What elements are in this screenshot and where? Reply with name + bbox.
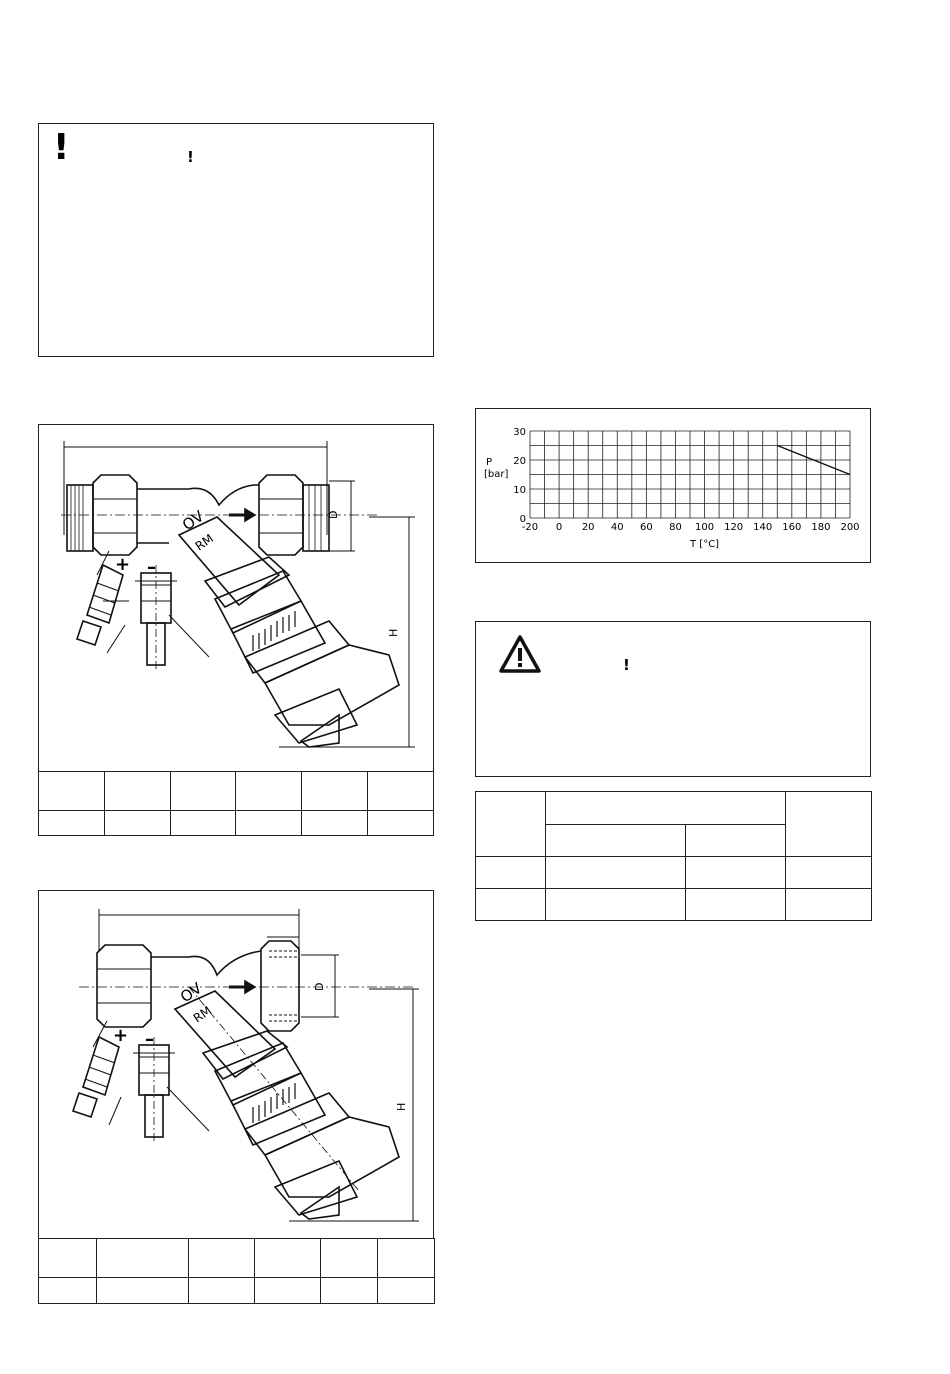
plus-symbol: + bbox=[115, 554, 131, 575]
flow-label-rm: RM bbox=[192, 531, 217, 554]
dimension-h-label: H bbox=[395, 1102, 408, 1111]
y-axis-label-p: P bbox=[486, 457, 493, 468]
flow-label-rm: RM bbox=[190, 1003, 215, 1026]
table-row bbox=[39, 1239, 435, 1278]
x-tick-label: 100 bbox=[694, 522, 715, 533]
y-tick-label: 30 bbox=[513, 427, 526, 438]
warning-small-mark: ! bbox=[623, 656, 630, 674]
dimension-d-label: D bbox=[327, 510, 340, 519]
x-tick-label: 180 bbox=[811, 522, 831, 533]
exclamation-icon: ! bbox=[53, 127, 70, 168]
valve-figure-threaded bbox=[38, 424, 434, 772]
valve-figure-female bbox=[38, 890, 434, 1239]
x-tick-label: 20 bbox=[581, 522, 595, 533]
valve-drawing-female bbox=[39, 891, 433, 1238]
flow-label-ov: OV bbox=[176, 979, 206, 1007]
y-axis-label-unit: [bar] bbox=[484, 469, 509, 480]
x-tick-label: 120 bbox=[724, 522, 744, 533]
pressure-temperature-chart bbox=[475, 408, 871, 563]
warning-box bbox=[475, 621, 871, 777]
dimension-table-female bbox=[38, 1238, 435, 1304]
x-tick-label: 80 bbox=[669, 522, 682, 533]
x-tick-label: 0 bbox=[555, 522, 563, 533]
specification-table bbox=[475, 791, 872, 921]
x-tick-label: 200 bbox=[840, 522, 860, 533]
dimension-d-label: D bbox=[313, 982, 326, 991]
x-tick-label: -20 bbox=[521, 522, 539, 533]
y-tick-label: 20 bbox=[513, 456, 526, 467]
warning-triangle-icon bbox=[498, 634, 542, 674]
valve-drawing-threaded bbox=[39, 425, 433, 771]
x-tick-label: 160 bbox=[782, 522, 802, 533]
notice-small-mark: ! bbox=[187, 148, 194, 166]
table-row bbox=[39, 1278, 435, 1304]
flow-label-ov: OV bbox=[178, 507, 208, 535]
dimension-table-threaded bbox=[38, 771, 434, 836]
y-tick-label: 0 bbox=[519, 514, 526, 525]
chart-svg bbox=[476, 409, 870, 562]
table-row bbox=[476, 857, 872, 889]
x-tick-label: 40 bbox=[610, 522, 624, 533]
table-row bbox=[476, 889, 872, 921]
y-tick-label: 10 bbox=[513, 485, 526, 496]
table-row bbox=[39, 772, 434, 811]
plus-symbol: + bbox=[113, 1025, 129, 1046]
dimension-h-label: H bbox=[387, 628, 400, 637]
x-tick-label: 60 bbox=[639, 522, 653, 533]
x-tick-label: 140 bbox=[753, 522, 773, 533]
table-row bbox=[39, 811, 434, 836]
x-axis-label: T [°C] bbox=[690, 539, 720, 550]
table-row bbox=[476, 792, 872, 825]
minus-symbol: – bbox=[145, 1029, 154, 1050]
notice-box bbox=[38, 123, 434, 357]
minus-symbol: – bbox=[147, 557, 156, 578]
